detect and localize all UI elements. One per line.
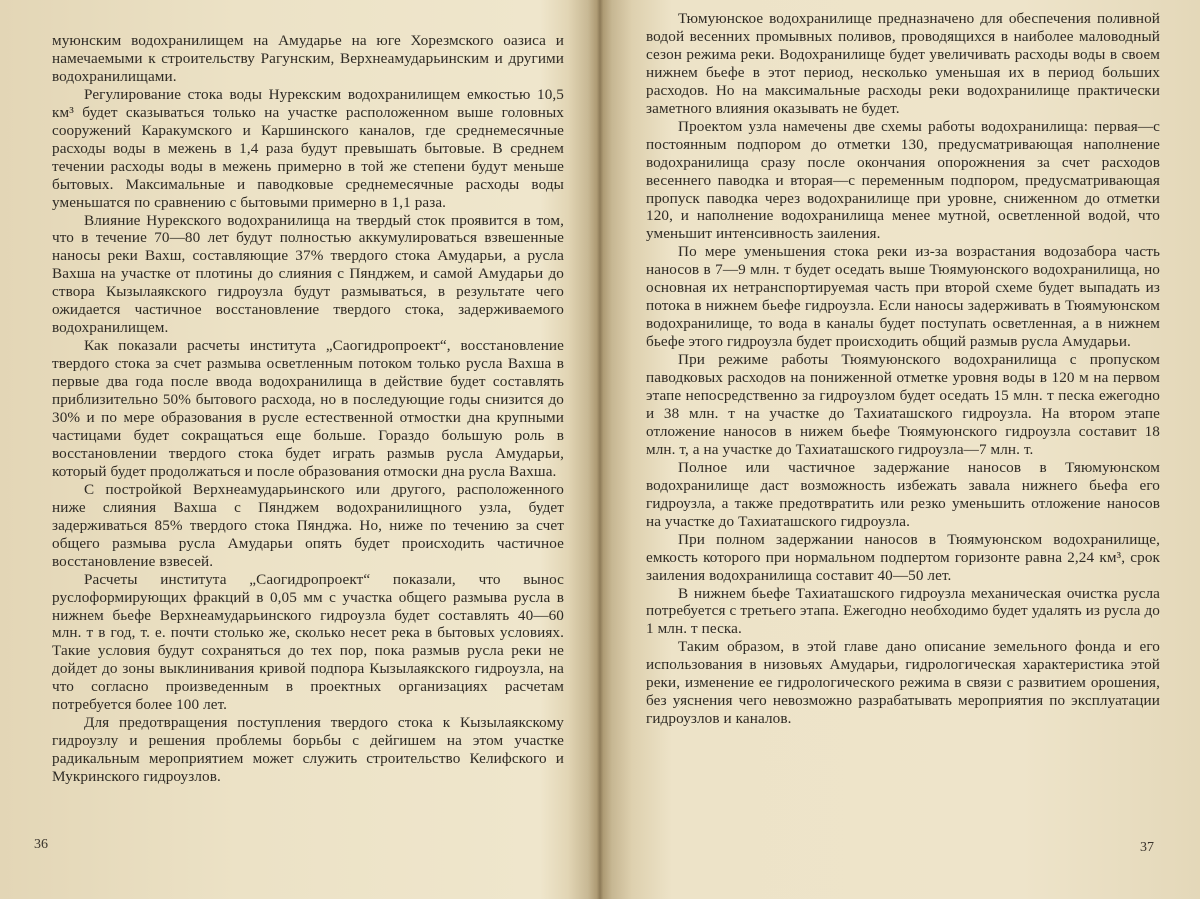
- right-page-text: [646, 10, 1160, 728]
- paragraph: В нижнем бьефе Тахиаташского гидроузла механическая очистка русла потребуется с третьего этапа. Ежегодно необходимо будет удалять из русла до 1 млн. т песка.: [646, 584, 1160, 638]
- paragraph: Как показали расчеты института „Саогидропроект“, восстановление твердого стока за счет размыва осветленным потоком только русла Вахша в первые два года после ввода водохранилища в действие будет составлять приблизительно 50% бытового расхода, но в последующие годы снизится до 30% и по мере образования в русле естественной отмостки дна крупными частицами будет сокращаться еще больше. Гораздо большую роль в восстановлении твердого стока будет играть размыв русла Амударьи, который будет продолжаться и после образования отмоски дна русла Вахша.: [52, 337, 564, 480]
- paragraph: Влияние Нурекского водохранилища на твердый сток проявится в том, что в течение 70—80 лет будут полностью аккумулироваться взвешенные наносы реки Вахш, составляющие 37% твердого стока Амударьи, а русла Вахша на участке от плотины до слияния с Пянджем, и самой Амударьи до створа Кызылаякского гидроузла будут размываться, в результате чего ожидается частичное восстановление твердого стока, задерживаемого водохранилищем.: [52, 211, 564, 337]
- page-number-right: 37: [1140, 840, 1154, 855]
- paragraph: Расчеты института „Саогидропроект“ показали, что вынос руслоформирующих фракций в 0,05 мм с участка общего размыва русла в нижнем бьефе Верхнеамударьинского гидроузла будет составлять 40—60 млн. т в год, т. е. почти столько же, сколько несет река в бытовых условиях. Такие условия будут сохраняться до тех пор, пока размыв русла реки не дойдет до зоны выклинивания кривой подпора Кызылаякского гидроузла, на что согласно произведенным в проектных организациях расчетам потребуется более 100 лет.: [52, 570, 564, 714]
- paragraph: муюнским водохранилищем на Амударье на юге Хорезмского оазиса и намечаемыми к строительству Рагунским, Верхнеамударьинским и другими водохранилищами.: [52, 32, 564, 85]
- page-number-left: 36: [34, 837, 48, 852]
- paragraph: Регулирование стока воды Нурекским водохранилищем емкостью 10,5 км³ будет сказываться только на участке расположенном выше головных сооружений Каракумского и Каршинского каналов, где среднемесячные расходы воды в межень в 1,4 раза будут превышать бытовые. В среднем течении расходы воды в межень примерно в той же степени будут меньше бытовых. Максимальные и паводковые среднемесячные расходы воды уменьшатся по сравнению с бытовыми примерно в 1,1 раза.: [52, 85, 564, 211]
- paragraph: При полном задержании наносов в Тюямуюнском водохранилище, емкость которого при нормальном подпертом горизонте равна 2,24 км³, срок заиления водохранилища составит 40—50 лет.: [646, 530, 1160, 584]
- paragraph: С постройкой Верхнеамударьинского или другого, расположенного ниже слияния Вахша с Пянджем водохранилищного узла, будет задерживаться 85% твердого стока Пянджа. Но, ниже по течению за счет общего размыва русла Амударьи опять будет происходить частичное восстановление взвесей.: [52, 480, 564, 570]
- right-page: [600, 0, 1200, 899]
- paragraph: Проектом узла намечены две схемы работы водохранилища: первая—с постоянным подпором до отметки 130, предусматривающая наполнение водохранилища сразу после окончания опорожнения за счет расходов весеннего паводка и вторая—с переменным подпором, предусматривающая пропуск паводка через водохранилище при уровне, сниженном до отметки 120, и наполнение водохранилища менее мутной, осветленной водой, что уменьшит интенсивность заиления.: [646, 117, 1160, 243]
- paragraph: При режиме работы Тюямуюнского водохранилища с пропуском паводковых расходов на пониженной отметке уровня воды в 120 м на первом этапе непосредственно за гидроузлом будет оседать 15 млн. т песка ежегодно и 38 млн. т на участке до Тахиаташского гидроузла. На втором этапе отложение наносов в нижем бьефе Тюямуюнского гидроузла составит 18 млн. т, а на участке до Тахиаташского гидроузла—7 млн. т.: [646, 351, 1160, 458]
- left-page-text: [52, 32, 564, 786]
- paragraph: Полное или частичное задержание наносов в Тяюмуюнском водохранилище даст возможность избежать завала нижнего бьефа его гидроузла, а также предотвратить или резко уменьшить отложение наносов на участке до Тахиаташского гидроузла.: [646, 458, 1160, 530]
- paragraph: Таким образом, в этой главе дано описание земельного фонда и его использования в низовьях Амударьи, гидрологическая характеристика этой реки, изменение ее гидрологического режима в связи с развитием орошения, без уяснения чего невозможно разрабатывать мероприятия по эксплуатации гидроузлов и каналов.: [646, 638, 1160, 728]
- paragraph: Тюмуюнское водохранилище предназначено для обеспечения поливной водой весенних промывных поливов, проводящихся в наиболее маловодный сезон режима реки. Водохранилище будет увеличивать расходы воды в своем нижнем бьефе в этот период, несколько уменьшая их в период больших расходов. Но на максимальные расходы реки водохранилище практически заметного влияния оказывать не будет.: [646, 10, 1160, 117]
- paragraph: Для предотвращения поступления твердого стока к Кызылаякскому гидроузлу и решения проблемы борьбы с дейгишем на этом участке радикальным мероприятием может служить строительство Келифского и Мукринского гидроузлов.: [52, 714, 564, 786]
- paragraph: По мере уменьшения стока реки из-за возрастания водозабора часть наносов в 7—9 млн. т будет оседать выше Тюямуюнского водохранилища, но основная их нетранспортируемая часть при второй схеме будет выпадать из потока в нижнем бьефе гидроузла. Если наносы задерживать в Тюямуюнском водохранилище, то вода в каналы будет поступать осветленная, а в нижнем бьефе этого гидроузла будет происходить общий размыв русла Амударьи.: [646, 243, 1160, 351]
